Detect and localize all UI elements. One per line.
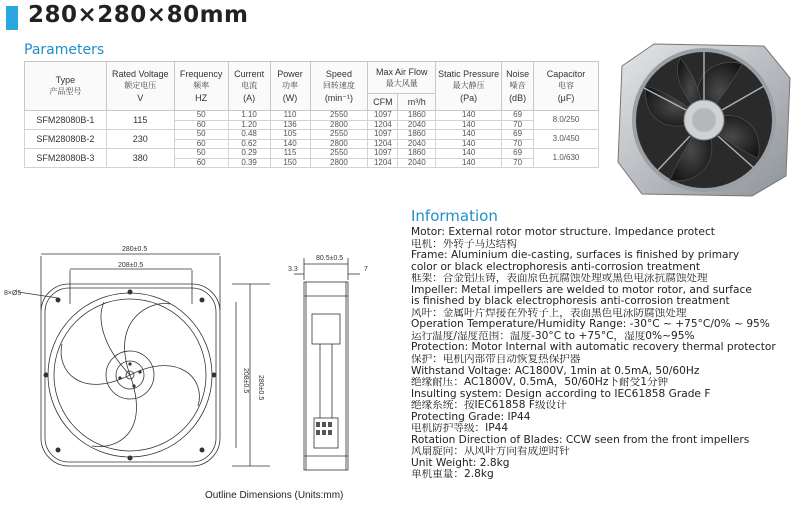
info-line: Operation Temperature/Humidity Range: -30°C ~ +75°C/0% ~ 95%	[411, 319, 770, 331]
dim-flange-left: 3.3	[288, 266, 298, 273]
info-line: 电机防护等级：IP44	[411, 423, 509, 435]
info-line: color or black electrophoresis anti-corrosion treatment	[411, 261, 700, 273]
model-type: SFM28080B-3	[25, 149, 107, 168]
info-line: is finished by black electrophoresis anti-corrosion treatment	[411, 296, 730, 308]
dim-height-outer: 280±0.5	[257, 375, 264, 401]
header-pressure: Static Pressure 最大静压 (Pa)	[436, 62, 502, 111]
info-line: Protecting Grade: IP44	[411, 411, 531, 423]
model-type: SFM28080B-2	[25, 130, 107, 149]
info-line: Frame: Aluminium die-casting, surfaces is finished by primary	[411, 250, 740, 262]
header-speed: Speed 回转速度 (min⁻¹)	[310, 62, 368, 111]
info-line: Rotation Direction of Blades: CCW seen from the front impellers	[411, 434, 750, 446]
header-power: Power 功率 (W)	[270, 62, 310, 111]
page-title: 280×280×80mm	[28, 2, 249, 28]
fan-product-photo	[614, 38, 794, 198]
dim-depth: 80.5±0.5	[316, 255, 344, 262]
info-line: Protection: Motor Internal with automatic recovery thermal protector	[411, 342, 776, 354]
table-row: SFM28080B-1 115 50 1.10 110 2550 1097 1860 140 69 8.0/250	[25, 111, 599, 121]
dim-holes: 8×Ø5	[4, 290, 22, 297]
table-row: SFM28080B-2 230 50 0.48 105 2550 1097 1860 140 69 3.0/450	[25, 130, 599, 140]
model-capacitor: 3.0/450	[534, 130, 599, 149]
header-current: Current 电流 (A)	[228, 62, 270, 111]
info-line: 绝缘耐压：AC1800V, 0.5mA，50/60Hz下耐受1分钟	[411, 377, 669, 389]
table-row: 60 0.62 140 2800 1204 2040 140 70	[25, 139, 599, 149]
header-voltage: Rated Voltage 额定电压 V	[106, 62, 174, 111]
dim-flange-right: 7	[364, 266, 368, 273]
info-line: Impeller: Metal impellers are welded to motor rotor, and surface	[411, 284, 752, 296]
title-accent-bar	[6, 6, 18, 30]
dim-height-inner: 208±0.5	[242, 368, 249, 394]
info-line: Unit Weight: 2.8kg	[411, 457, 510, 469]
parameters-heading: Parameters	[24, 42, 105, 58]
outline-dimension-drawing	[0, 240, 400, 510]
spec-table	[24, 61, 599, 168]
model-capacitor: 8.0/250	[534, 111, 599, 130]
info-line: 风叶：金属叶片焊接在外转子上，表面黑色电泳防腐蚀处理	[411, 307, 687, 319]
model-type: SFM28080B-1	[25, 111, 107, 130]
info-line: 框架：合金铝压铸，表面原色抗腐蚀处理或黑色电泳抗腐蚀处理	[411, 273, 708, 285]
header-airflow: Max Air Flow 最大风量	[368, 62, 436, 94]
info-line: Motor: External rotor motor structure. Impedance protect	[411, 227, 715, 238]
table-header-row	[25, 62, 599, 94]
header-noise: Noise 噪音 (dB)	[502, 62, 534, 111]
info-line: 保护：电机内部带自动恢复热保护器	[411, 354, 581, 366]
model-capacitor: 1.0/630	[534, 149, 599, 168]
info-line: 电机：外转子马达结构	[411, 238, 517, 250]
info-line: Withstand Voltage: AC1800V, 1min at 0.5mA, 50/60Hz	[411, 365, 700, 377]
info-line: Insulting system: Design according to IEC61858 Grade F	[411, 388, 711, 400]
header-m3h: m³/h	[398, 94, 436, 111]
info-line: 单机重量：2.8kg	[411, 469, 494, 481]
information-list	[411, 227, 800, 481]
model-voltage: 230	[106, 130, 174, 149]
header-type: Type 产品型号	[25, 62, 107, 111]
info-line: 风扇旋向：从风叶方向看成逆时针	[411, 446, 570, 458]
dim-width-inner: 208±0.5	[118, 262, 144, 269]
dim-width-outer: 280±0.5	[122, 246, 148, 253]
table-row: SFM28080B-3 380 50 0.29 115 2550 1097 1860 140 69 1.0/630	[25, 149, 599, 159]
model-voltage: 115	[106, 111, 174, 130]
info-line: 绝缘系统：按IEC61858 F级设计	[411, 400, 567, 412]
header-cfm: CFM	[368, 94, 398, 111]
table-row: 60 0.39 150 2800 1204 2040 140 70	[25, 158, 599, 168]
header-capacitor: Capacitor 电容 (μF)	[534, 62, 599, 111]
table-row: 60 1.20 136 2800 1204 2040 140 70	[25, 120, 599, 130]
header-frequency: Frequency 频率 HZ	[174, 62, 228, 111]
info-line: 运行温度/湿度范围：温度-30°C to +75°C，湿度0%~95%	[411, 330, 695, 342]
information-heading: Information	[411, 207, 498, 225]
drawing-caption: Outline Dimensions (Units:mm)	[205, 490, 344, 501]
model-voltage: 380	[106, 149, 174, 168]
